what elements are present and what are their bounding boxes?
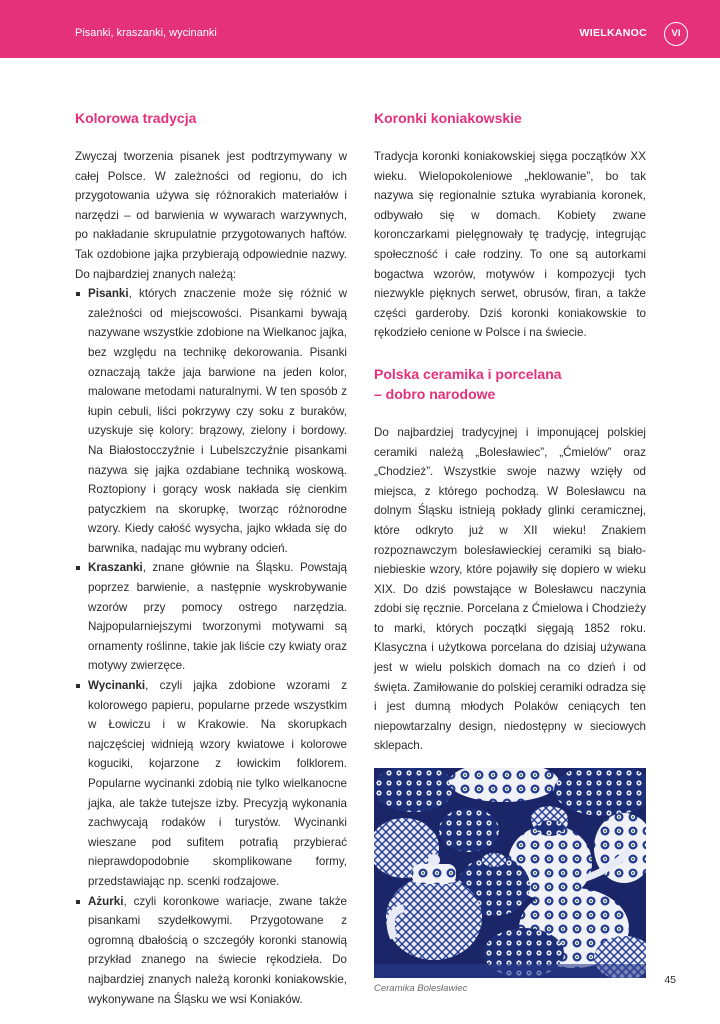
term-pisanki: Pisanki <box>88 287 129 301</box>
text-pisanki: , których znaczenie może się różnić w zależności od miejscowości. Pisankami bywają nazywane wszystkie zdobione na Wielkanoc jajka, bez względu na technikę dekorowania. Pisanki oznaczają także jaja barwione na jeden kolor, malowane metodami naturalnymi. W ten sposób z łupin cebuli, liści pokrzywy czy soku z buraków, uzyskuje się kolory: brązowy, zielony i bordowy. Na Białostocczyźnie i Lubelszczyźnie pisankami nazywa się jajka ozdabiane techniką woskową. Roztopiony i gorący wosk nakłada się cienkim patyczkiem na skorupkę, tworząc różnorodne wzory. Kiedy całość wysycha, jajko wkłada się do barwnika, nadając mu wybrany odcień. <box>88 287 347 555</box>
boleslawiec-pottery-photo <box>374 768 646 978</box>
text-azurki: , czyli koronkowe wariacje, zwane także pisankami szydełkowymi. Przygotowane z ogromną dbałością o szczegóły koronki stanowią przykład znanego na świecie rękodzieła. Do najbardziej znanych należą koronki koniakowskie, wykonywane na Śląsku we wsi Koniaków. <box>88 894 347 1006</box>
term-wycinanki: Wycinanki <box>88 679 146 693</box>
chapter-badge: VI <box>664 22 688 46</box>
left-column <box>75 108 347 1009</box>
section-heading-ceramics-line2: – dobro narodowe <box>374 385 496 402</box>
section-heading-ceramics-line1: Polska ceramika i porcelana <box>374 365 562 382</box>
photo-caption: Ceramika Bolesławiec <box>374 983 468 995</box>
list-item-pisanki <box>75 284 347 558</box>
list-item-azurki <box>75 892 347 1010</box>
chapter-title: WIELKANOC <box>579 27 647 39</box>
section-heading-koniakow-lace: Koronki koniakowskie <box>374 110 522 126</box>
list-item-wycinanki <box>75 676 347 892</box>
list-item-kraszanki <box>75 558 347 676</box>
intro-paragraph: Zwyczaj tworzenia pisanek jest podtrzymywany w całej Polsce. W zależności od regionu, do ich przygotowania używa się różnorakich materiałów i narzędzi – od barwienia w wywarach warzywnych, po nakładanie skrupulatnie przygotowanych haftów. Tak ozdobione jajka przybierają odpowiednie nazwy. Do najbardziej znanych należą: <box>75 150 347 281</box>
lace-paragraph: Tradycja koronki koniakowskiej sięga początków XX wieku. Wielopokoleniowe „heklowanie”, bo tak nazywa się regionalnie sztuka wyrabiania koronek, odbywało się w domach. Kobiety zwane koronczarkami pielęgnowały tę tradycję, integrując społeczność i całe rodziny. To one są autorkami bogactwa wzorów, motywów i kompozycji tych niezwykle pięknych serwet, obrusów, firan, a także części garderoby. Dziś koronki koniakowskie to rękodzieło cenione w Polsce i na świecie. <box>374 150 646 340</box>
term-azurki: Ażurki <box>88 894 124 908</box>
text-kraszanki: , znane głównie na Śląsku. Powstają poprzez barwienie, a następnie wyskrobywanie wzorów przy pomocy ostrego narzędzia. Najpopularniejszymi tworzonymi motywami są ornamenty roślinne, takie jak liście czy kwiaty oraz motywy zwierzęce. <box>88 561 347 673</box>
term-kraszanki: Kraszanki <box>88 561 143 575</box>
egg-types-list <box>75 284 347 1009</box>
header-bar <box>0 0 720 58</box>
text-wycinanki: , czyli jajka zdobione wzorami z kolorowego papieru, popularne przede wszystkim w Łowiczu i w Krakowie. Na skorupkach najczęściej widnieją wzory kwiatowe i kolorowe koguciki, kojarzone z łowickim folklorem. Popularne wycinanki zdobią nie tylko wielkanocne jajka, ale także tutejsze izby. Precyzją wykonania zachwycają rodaków i turystów. Wycinanki wieszane pod sufitem potrafią przybierać nieprawdopodobnie skomplikowane formy, przedstawiając np. scenki rodzajowe. <box>88 679 347 888</box>
section-title: Pisanki, kraszanki, wycinanki <box>75 27 217 39</box>
page-number: 45 <box>664 974 676 986</box>
ceramics-paragraph: Do najbardziej tradycyjnej i imponującej polskiej ceramiki należą „Bolesławiec”, „Ćmielów” oraz „Chodzież”. Wszystkie swoje nazwy wzięły od miejsca, z którego pochodzą. W Bolesławcu na dolnym Śląsku istnieją pokłady glinki ceramicznej, które odkryto już w XII wieku! Znakiem rozpoznawczym bolesławieckiej ceramiki są biało-niebieskie wzory, które pojawiły się dopiero w wieku XIX. Do dziś powstające w Bolesławcu naczynia zdobi się ręcznie. Porcelana z Ćmielowa i Chodzieży to marki, których początki sięgają 1852 roku. Klasyczna i użytkowa porcelana do dzisiaj używana jest w wielu polskich domach na co dzień i od święta. Zamiłowanie do polskiej ceramiki odradza się i jest dumną młodych Polaków ceniących ten niepowtarzalny design, niedostępny w sieciowych sklepach. <box>374 425 646 753</box>
right-column <box>374 108 646 996</box>
section-heading-colorful-tradition: Kolorowa tradycja <box>75 110 197 126</box>
